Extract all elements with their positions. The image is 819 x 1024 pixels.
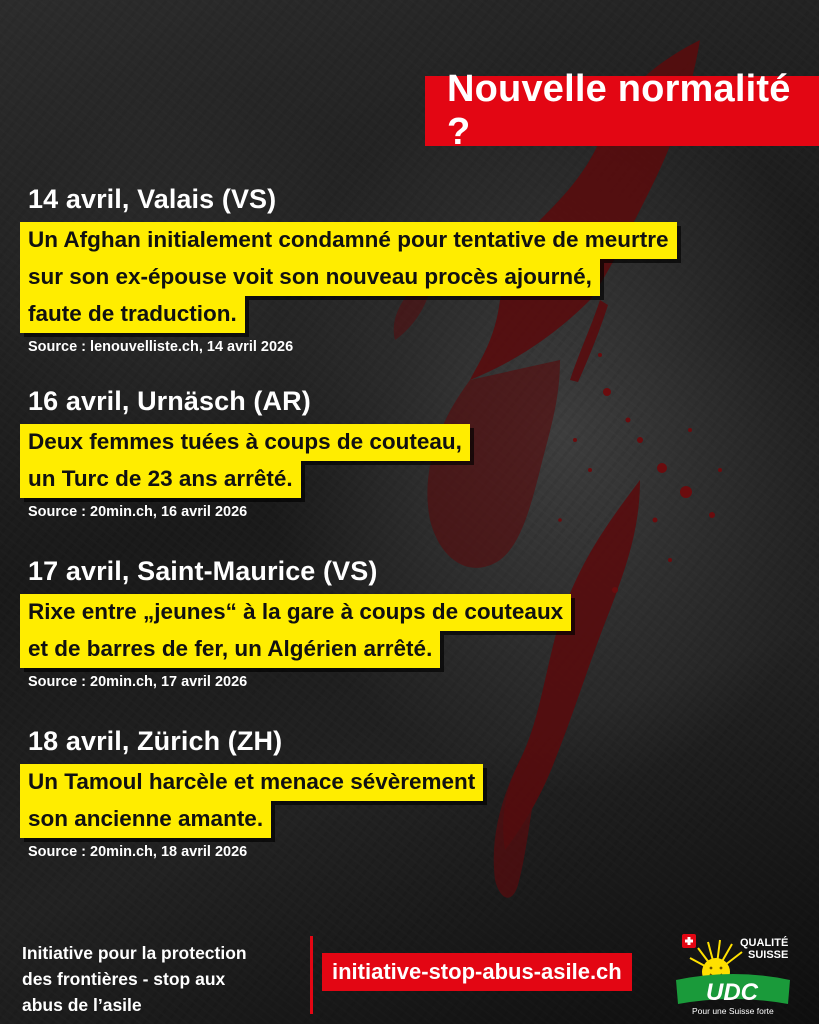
entry-highlight bbox=[20, 424, 470, 498]
footer-divider bbox=[310, 936, 313, 1014]
news-entry bbox=[28, 182, 677, 355]
entry-highlight bbox=[20, 764, 483, 838]
initiative-title bbox=[22, 940, 247, 1018]
highlight-line: Un Afghan initialement condamné pour tentative de meurtre bbox=[20, 222, 677, 259]
initiative-line: abus de l’asile bbox=[22, 995, 142, 1015]
logo-tagline: Pour une Suisse forte bbox=[692, 1006, 774, 1016]
entry-heading: 18 avril, Zürich (ZH) bbox=[28, 726, 283, 756]
highlight-line: Un Tamoul harcèle et menace sévèrement bbox=[20, 764, 483, 801]
highlight-line: Deux femmes tuées à coups de couteau, bbox=[20, 424, 470, 461]
entry-highlight bbox=[20, 222, 677, 333]
entry-source: Source : 20min.ch, 16 avril 2026 bbox=[28, 504, 248, 520]
news-entry bbox=[28, 384, 470, 520]
highlight-line: faute de traduction. bbox=[20, 296, 245, 333]
highlight-line: et de barres de fer, un Algérien arrêté. bbox=[20, 631, 440, 668]
highlight-line: sur son ex-épouse voit son nouveau procès ajourné, bbox=[20, 259, 600, 296]
initiative-url[interactable]: initiative-stop-abus-asile.ch bbox=[332, 959, 622, 984]
news-entry bbox=[28, 724, 483, 860]
highlight-line: un Turc de 23 ans arrêté. bbox=[20, 461, 301, 498]
entry-source: Source : 20min.ch, 18 avril 2026 bbox=[28, 844, 248, 860]
headline-banner bbox=[425, 68, 819, 153]
entry-heading: 17 avril, Saint-Maurice (VS) bbox=[28, 556, 378, 586]
entry-heading: 16 avril, Urnäsch (AR) bbox=[28, 386, 311, 416]
udc-logo bbox=[668, 928, 798, 1016]
initiative-line: Initiative pour la protection bbox=[22, 943, 247, 963]
entry-source: Source : lenouvelliste.ch, 14 avril 2026 bbox=[28, 339, 294, 355]
entry-highlight bbox=[20, 594, 571, 668]
logo-party-text: UDC bbox=[706, 979, 758, 1006]
entry-heading: 14 avril, Valais (VS) bbox=[28, 184, 277, 214]
entry-source: Source : 20min.ch, 17 avril 2026 bbox=[28, 674, 248, 690]
initiative-url-badge[interactable] bbox=[322, 953, 632, 991]
news-entry bbox=[28, 554, 571, 690]
headline-text: Nouvelle normalité ? bbox=[447, 68, 791, 153]
logo-quality-text: QUALITÉ bbox=[740, 937, 789, 949]
initiative-line: des frontières - stop aux bbox=[22, 969, 226, 989]
logo-swiss-text: SUISSE bbox=[748, 949, 789, 961]
highlight-line: Rixe entre „jeunes“ à la gare à coups de couteaux bbox=[20, 594, 571, 631]
highlight-line: son ancienne amante. bbox=[20, 801, 271, 838]
